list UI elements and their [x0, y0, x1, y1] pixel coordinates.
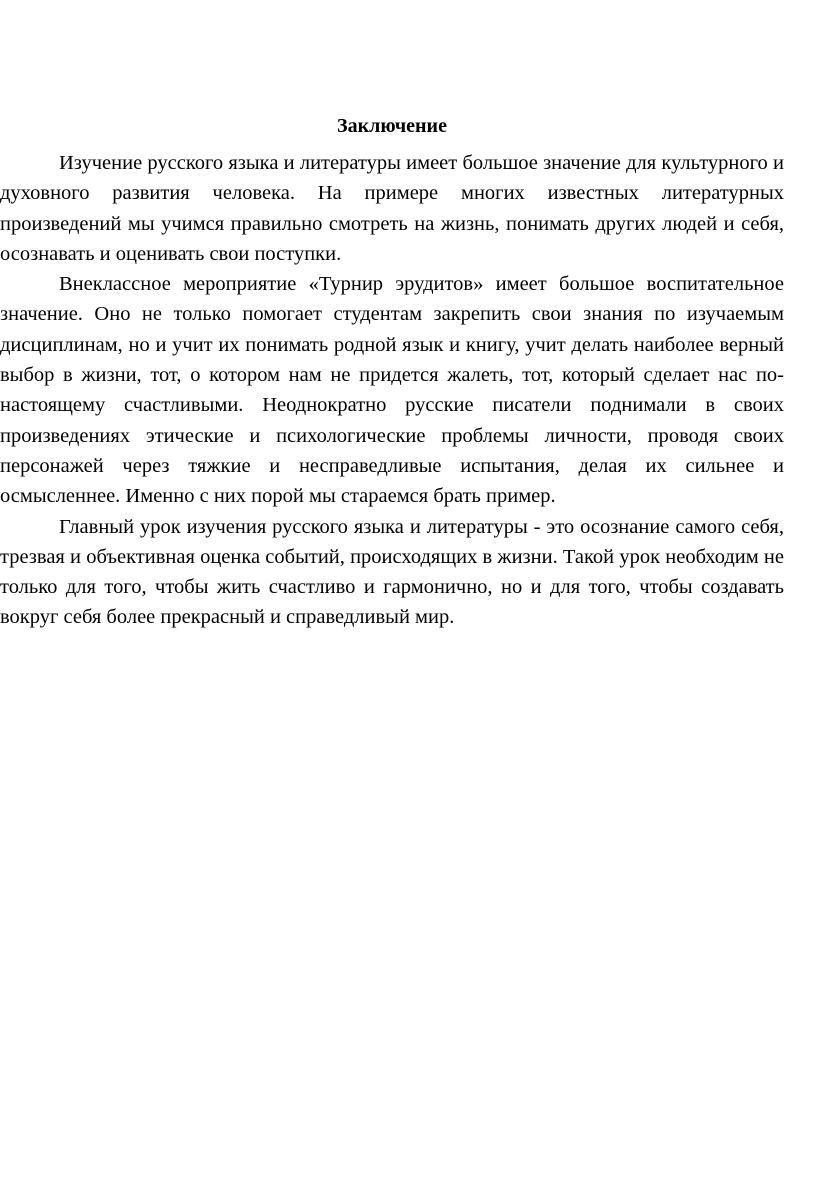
page-title: Заключение: [337, 115, 447, 137]
paragraph: Изучение русского языка и литературы имеет большое значение для культурного и духовного развития человека. На примере многих известных литературных произведений мы учимся правильно смотреть на жизнь, понимать других людей и себя, осознавать и оценивать свои поступки.: [0, 152, 784, 265]
paragraph: Внеклассное мероприятие «Турнир эрудитов» имеет большое воспитательное значение. Оно не только помогает студентам закрепить свои знания по изучаемым дисциплинам, но и учит их понимать родной язык и книгу, учит делать наиболее верный выбор в жизни, тот, о котором нам не придется жалеть, тот, который сделает нас по-настоящему счастливыми. Неоднократно русские писатели поднимали в своих произведениях этические и психологические проблемы личности, проводя своих персонажей через тяжкие и несправедливые испытания, делая их сильнее и осмысленнее. Именно с них порой мы стараемся брать пример.: [0, 273, 784, 508]
paragraph: Главный урок изучения русского языка и литературы - это осознание самого себя, трезвая и объективная оценка событий, происходящих в жизни. Такой урок необходим не только для того, чтобы жить счастливо и гармонично, но и для того, чтобы создавать вокруг себя более прекрасный и справедливый мир.: [0, 515, 784, 629]
document-body: [0, 148, 784, 633]
